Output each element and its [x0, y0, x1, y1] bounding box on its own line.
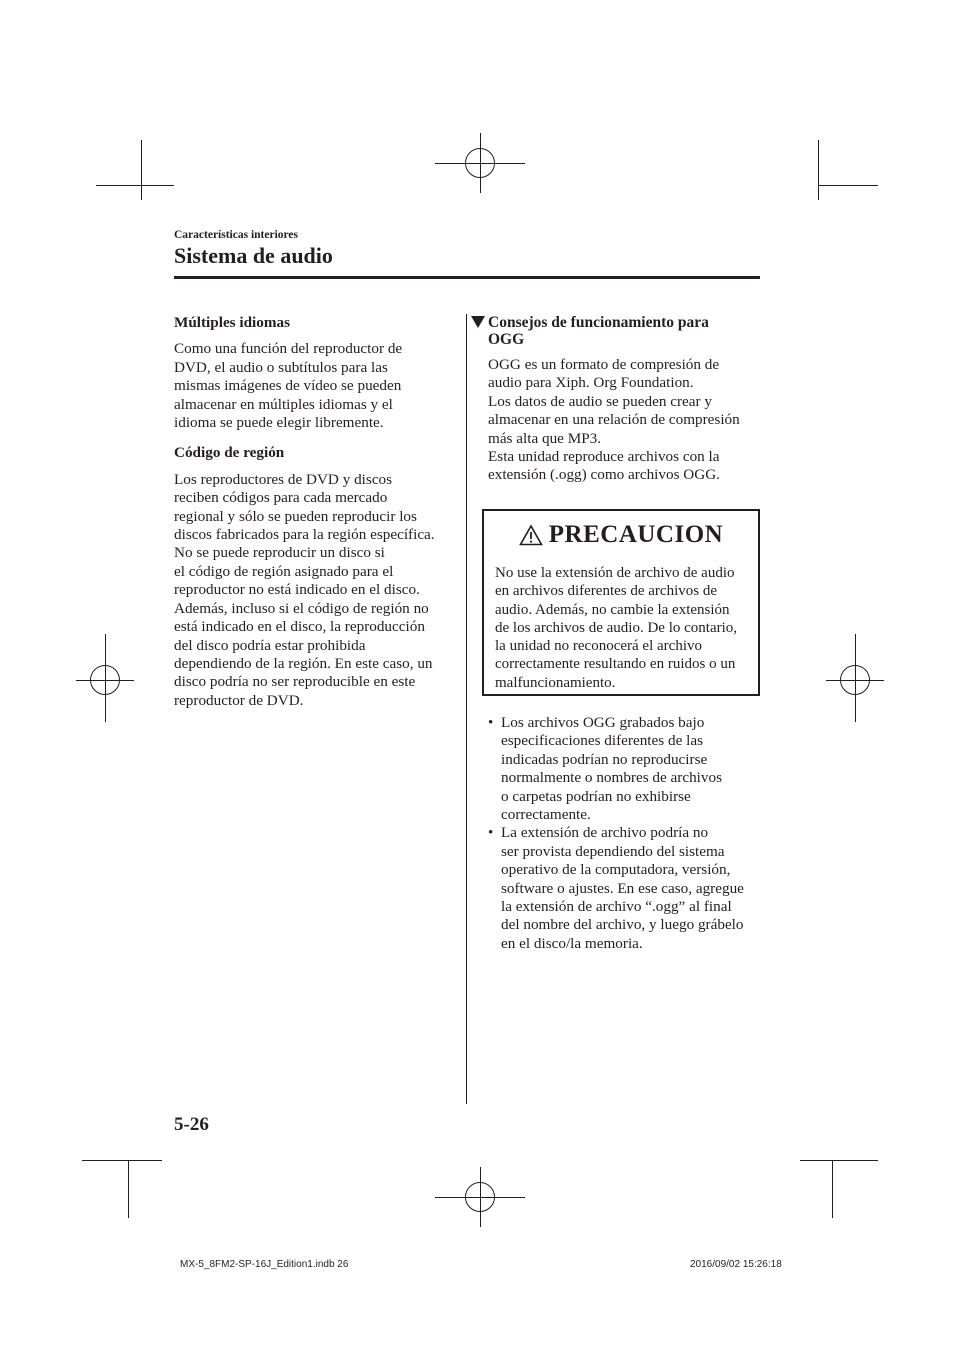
- bullet-dot-icon: •: [488, 714, 494, 731]
- section-heading-ogg: Consejos de funcionamiento para OGG: [471, 314, 760, 348]
- bullet-dot-icon: •: [488, 824, 494, 842]
- paragraph-multiple-languages: Como una función del reproductor de DVD, el audio o subtítulos para las mismas imágenes de vídeo se pueden almacenar en múltiples idiomas y el idioma se puede elegir libremente.: [174, 340, 403, 432]
- right-column: [488, 314, 760, 485]
- caution-box: [482, 509, 760, 696]
- caution-header: [484, 521, 758, 549]
- warning-triangle-icon: [519, 524, 543, 546]
- section-heading-region-code: Código de región: [174, 444, 285, 462]
- footer-file: MX-5_8FM2-SP-16J_Edition1.indb 26: [180, 1259, 349, 1270]
- footer-timestamp: 2016/09/02 15:26:18: [690, 1259, 782, 1270]
- title-rule: [174, 276, 760, 279]
- caution-title: PRECAUCION: [548, 521, 724, 548]
- breadcrumb: Características interiores: [174, 229, 299, 241]
- bullet-list: [488, 714, 763, 953]
- column-divider: [466, 314, 467, 1104]
- left-column: [174, 314, 452, 710]
- triangle-bullet-icon: [471, 316, 485, 328]
- page-title: Sistema de audio: [174, 243, 333, 268]
- caution-text: No use la extensión de archivo de audio en archivos diferentes de archivos de audio. Además, no cambie la extensión de los archivos de audio. De lo contario, la unidad no reconocerá el archivo correctamente resultando en ruidos o un malfuncionamiento.: [495, 565, 738, 691]
- list-item: • Los archivos OGG grabados bajo especificaciones diferentes de las indicadas podrían no reproducirse normalmente o nombres de archivos o carpetas podrían no exhibirse correctamente.: [488, 714, 722, 824]
- section-heading-multiple-languages: Múltiples idiomas: [174, 314, 291, 331]
- paragraph-ogg: OGG es un formato de compresión de audio para Xiph. Org Foundation. Los datos de audio se pueden crear y almacenar en una relación de compresión más alta que MP3. Esta unidad reproduce archivos con la extensión (.ogg) como archivos OGG.: [488, 356, 740, 484]
- list-item: • La extensión de archivo podría no ser provista dependiendo del sistema operativo de la computadora, versión, software o ajustes. En ese caso, agregue la extensión de archivo “.ogg” al final del nombre del archivo, y luego grábelo en el disco/la memoria.: [488, 824, 744, 952]
- page-number: 5-26: [174, 1114, 209, 1135]
- paragraph-region-code: Los reproductores de DVD y discos reciben códigos para cada mercado regional y sólo se pueden reproducir los discos fabricados para la región específica. No se puede reproducir un disco si el código de región asignado para el reproductor no está indicado en el disco. Además, incluso si el código de región no está indicado en el disco, la reproducción del disco podría estar prohibida dependiendo de la región. En este caso, un disco podría no ser reproducible en este reproductor de DVD.: [174, 470, 435, 709]
